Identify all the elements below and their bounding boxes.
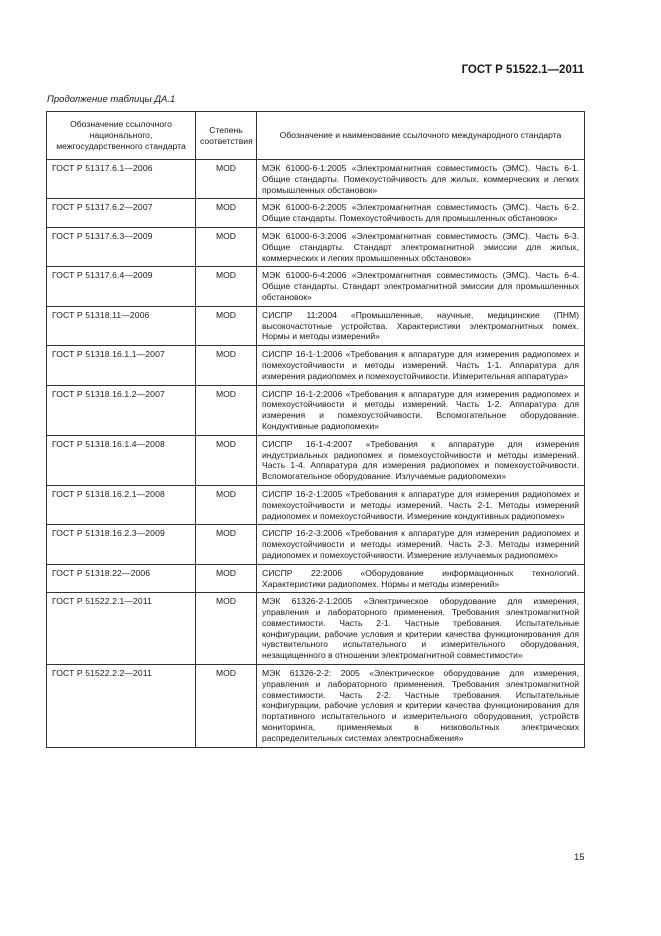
- table-row: [47, 385, 585, 435]
- degree-cell: MOD: [196, 435, 257, 485]
- table-row: [47, 485, 585, 524]
- degree-cell: MOD: [196, 227, 257, 266]
- table-row: [47, 525, 585, 564]
- document-code: ГОСТ Р 51522.1—2011: [461, 64, 584, 76]
- national-standard-cell: ГОСТ Р 51317.6.2—2007: [47, 199, 196, 228]
- degree-cell: MOD: [196, 199, 257, 228]
- degree-cell: MOD: [196, 306, 257, 345]
- degree-cell: MOD: [196, 385, 257, 435]
- reference-standards-table: [46, 111, 585, 748]
- national-standard-cell: ГОСТ Р 51318.16.2.1—2008: [47, 485, 196, 524]
- degree-cell: MOD: [196, 485, 257, 524]
- international-standard-cell: МЭК 61000-6-4:2006 «Электромагнитная совместимость (ЭМС). Часть 6-4. Общие стандарты. Стандарт электромагнитной эмиссии для промышленных обстановок»: [257, 267, 585, 306]
- table-row: [47, 665, 585, 748]
- col-header-international: Обозначение и наименование ссылочного международного стандарта: [257, 112, 585, 160]
- national-standard-cell: ГОСТ Р 51318.22—2006: [47, 564, 196, 593]
- table-caption: Продолжение таблицы ДА.1: [47, 94, 176, 105]
- degree-cell: MOD: [196, 593, 257, 665]
- degree-cell: MOD: [196, 665, 257, 748]
- page-number: 15: [574, 852, 585, 863]
- degree-cell: MOD: [196, 267, 257, 306]
- national-standard-cell: ГОСТ Р 51318.11—2006: [47, 306, 196, 345]
- national-standard-cell: ГОСТ Р 51318.16.1.2—2007: [47, 385, 196, 435]
- national-standard-cell: ГОСТ Р 51318.16.2.3—2009: [47, 525, 196, 564]
- col-header-degree: Степень соответствия: [196, 112, 257, 160]
- international-standard-cell: СИСПР 16-1-4:2007 «Требования к аппаратуре для измерения индустриальных радиопомех и помехоустойчивости и методы измерений. Часть 1-4. Аппаратура для измерения радиопомех и помехоустойчивости. Вспомогательное оборудование. Излучаемые радиопомехи»: [257, 435, 585, 485]
- degree-cell: MOD: [196, 525, 257, 564]
- table-row: [47, 306, 585, 345]
- degree-cell: MOD: [196, 346, 257, 385]
- international-standard-cell: МЭК 61000-6-1:2005 «Электромагнитная совместимость (ЭМС). Часть 6-1. Общие стандарты. Помехоустойчивость для жилых, коммерческих и легких промышленных обстановок»: [257, 160, 585, 199]
- international-standard-cell: МЭК 61326-2-2: 2005 «Электрическое оборудование для измерения, управления и лабораторного применения. Требования электромагнитной совместимости. Часть 2-2. Частные требования. Испытательные конфигурации, рабочие условия и критерии качества функционирования для портативного испытательного и измерительного оборудования, устройств мониторинга, применяемых в низковольтных электрических распределительных системах электроснабжения»: [257, 665, 585, 748]
- national-standard-cell: ГОСТ Р 51522.2.2—2011: [47, 665, 196, 748]
- degree-cell: MOD: [196, 160, 257, 199]
- national-standard-cell: ГОСТ Р 51318.16.1.4—2008: [47, 435, 196, 485]
- international-standard-cell: СИСПР 16-2-1:2005 «Требования к аппаратуре для измерения радиопомех и помехоустойчивости и методы измерений. Часть 2-1. Методы измерений радиопомех и помехоустойчивости. Измерение кондуктивных радиопомех»: [257, 485, 585, 524]
- national-standard-cell: ГОСТ Р 51317.6.4—2009: [47, 267, 196, 306]
- table-row: [47, 267, 585, 306]
- international-standard-cell: МЭК 61000-6-2:2005 «Электромагнитная совместимость (ЭМС). Часть 6-2. Общие стандарты. Помехоустойчивость для промышленных обстановок»: [257, 199, 585, 228]
- international-standard-cell: СИСПР 11:2004 «Промышленные, научные, медицинские (ПНМ) высокочастотные устройства. Характеристики электромагнитных помех. Нормы и методы измерений»: [257, 306, 585, 345]
- national-standard-cell: ГОСТ Р 51317.6.1—2006: [47, 160, 196, 199]
- international-standard-cell: МЭК 61326-2-1:2005 «Электрическое оборудование для измерения, управления и лабораторного применения. Требования электромагнитной совместимости. Часть 2-1. Частные требования. Испытательные конфигурации, рабочие условия и критерии качества функционирования для чувствительного испытательного и измерительного оборудования, незащищенного в отношении электромагнитной совместимости»: [257, 593, 585, 665]
- international-standard-cell: СИСПР 22:2006 «Оборудование информационных технологий. Характеристики радиопомех. Нормы и методы измерений»: [257, 564, 585, 593]
- international-standard-cell: СИСПР 16-2-3:2006 «Требования к аппаратуре для измерения радиопомех и помехоустойчивости и методы измерений. Часть 2-3. Методы измерений радиопомех и помехоустойчивости. Измерение излучаемых радиопомех»: [257, 525, 585, 564]
- col-header-national: Обозначение ссылочного национального, межгосударственного стандарта: [47, 112, 196, 160]
- header-row: [47, 112, 585, 160]
- table-row: [47, 199, 585, 228]
- international-standard-cell: МЭК 61000-6-3:2006 «Электромагнитная совместимость (ЭМС). Часть 6-3. Общие стандарты. Стандарт электромагнитной эмиссии для жилых, коммерческих и легких промышленных обстановок»: [257, 227, 585, 266]
- national-standard-cell: ГОСТ Р 51317.6.3—2009: [47, 227, 196, 266]
- table-row: [47, 227, 585, 266]
- table-row: [47, 435, 585, 485]
- international-standard-cell: СИСПР 16-1-2:2006 «Требования к аппаратуре для измерения радиопомех и помехоустойчивости и методы измерений. Часть 1-2. Аппаратура для измерения и помехоустойчивости. Вспомогательное оборудование. Кондуктивные радиопомехи»: [257, 385, 585, 435]
- degree-cell: MOD: [196, 564, 257, 593]
- national-standard-cell: ГОСТ Р 51318.16.1.1—2007: [47, 346, 196, 385]
- table-row: [47, 346, 585, 385]
- table-row: [47, 160, 585, 199]
- international-standard-cell: СИСПР 16-1-1:2006 «Требования к аппаратуре для измерения радиопомех и помехоустойчивости и методы измерений. Часть 1-1. Аппаратура для измерения радиопомех и помехоустойчивости. Измерительная аппаратура»: [257, 346, 585, 385]
- national-standard-cell: ГОСТ Р 51522.2.1—2011: [47, 593, 196, 665]
- table-row: [47, 593, 585, 665]
- table-row: [47, 564, 585, 593]
- table-header: [47, 112, 585, 160]
- table-body: [47, 160, 585, 748]
